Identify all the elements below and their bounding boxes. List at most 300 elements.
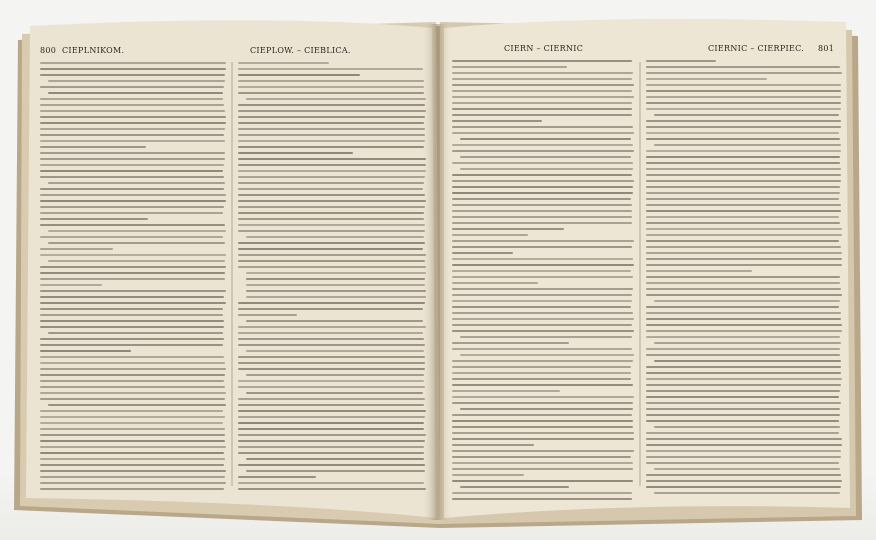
print-line (646, 222, 840, 224)
print-line (452, 252, 513, 254)
print-line (40, 296, 224, 298)
print-line (238, 266, 426, 268)
print-line (40, 218, 148, 220)
print-line (654, 468, 840, 470)
print-line (646, 198, 839, 200)
print-line (40, 362, 225, 364)
print-line (40, 464, 224, 466)
print-line (238, 116, 425, 118)
print-line (646, 78, 767, 80)
print-line (238, 410, 426, 412)
print-line (40, 170, 223, 172)
print-line (452, 396, 634, 398)
print-line (654, 426, 840, 428)
print-line (40, 440, 225, 442)
print-line (646, 486, 841, 488)
print-line (646, 294, 842, 296)
print-line (646, 258, 842, 260)
print-line (48, 332, 223, 334)
print-line (646, 102, 841, 104)
print-line (654, 492, 840, 494)
print-line (452, 462, 633, 464)
print-line (40, 176, 224, 178)
print-line (40, 302, 226, 304)
print-line (246, 470, 425, 472)
print-line (238, 362, 425, 364)
print-line (40, 446, 226, 448)
print-line (238, 68, 423, 70)
print-line (646, 192, 840, 194)
print-line (238, 380, 424, 382)
print-line (238, 230, 425, 232)
print-line (646, 168, 841, 170)
print-line (40, 374, 225, 376)
print-line (452, 66, 567, 68)
print-line (452, 144, 633, 146)
print-line (40, 338, 224, 340)
print-line (238, 170, 426, 172)
print-line (452, 306, 631, 308)
print-line (40, 278, 225, 280)
print-line (40, 476, 225, 478)
print-line (40, 458, 225, 460)
print-line (40, 350, 131, 352)
print-line (40, 320, 224, 322)
print-line (238, 386, 425, 388)
print-line (452, 264, 634, 266)
print-line (452, 456, 631, 458)
print-line (646, 348, 840, 350)
print-line (646, 264, 842, 266)
print-line (646, 336, 840, 338)
print-line (646, 66, 840, 68)
print-line (238, 260, 425, 262)
print-line (238, 344, 425, 346)
print-line (40, 74, 225, 76)
print-line (452, 114, 632, 116)
print-line (246, 278, 425, 280)
print-line (452, 348, 632, 350)
print-line (646, 126, 841, 128)
print-line (452, 84, 634, 86)
print-line (238, 452, 424, 454)
print-line (48, 80, 225, 82)
print-line (646, 228, 842, 230)
print-line (646, 204, 841, 206)
print-line (40, 110, 225, 112)
print-line (40, 188, 224, 190)
left-page-number: 800 (40, 46, 57, 55)
print-line (238, 80, 424, 82)
print-line (238, 218, 424, 220)
print-line (452, 246, 632, 248)
print-line (460, 486, 569, 488)
print-line (452, 186, 633, 188)
left-column-1 (40, 62, 226, 492)
print-line (238, 434, 426, 436)
print-line (646, 132, 839, 134)
print-line (238, 128, 425, 130)
print-line (452, 228, 564, 230)
print-line (40, 206, 224, 208)
print-line (452, 210, 632, 212)
print-line (238, 164, 426, 166)
print-line (40, 122, 226, 124)
print-line (646, 138, 840, 140)
right-header-right: CIERNIC – CIERPIEC. (708, 44, 805, 53)
print-line (238, 86, 424, 88)
print-line (654, 360, 841, 362)
print-line (452, 450, 634, 452)
print-line (238, 176, 425, 178)
print-line (646, 276, 840, 278)
print-line (646, 372, 841, 374)
print-line (452, 120, 542, 122)
print-line (238, 302, 425, 304)
print-line (40, 98, 223, 100)
print-line (238, 308, 423, 310)
print-line (452, 216, 632, 218)
print-line (452, 180, 634, 182)
print-line (238, 110, 426, 112)
print-line (238, 428, 424, 430)
print-line (40, 410, 223, 412)
print-line (238, 224, 425, 226)
print-line (238, 488, 426, 490)
print-line (646, 234, 842, 236)
print-line (238, 314, 297, 316)
print-line (40, 380, 224, 382)
print-line (246, 350, 424, 352)
print-line (40, 272, 225, 274)
print-line (40, 212, 223, 214)
print-line (238, 92, 424, 94)
print-line (40, 68, 226, 70)
print-line (452, 126, 633, 128)
print-line (452, 384, 633, 386)
print-line (452, 390, 560, 392)
print-line (40, 266, 226, 268)
print-line (646, 396, 839, 398)
print-line (246, 236, 424, 238)
print-line (452, 192, 633, 194)
print-line (238, 152, 353, 154)
print-line (238, 182, 424, 184)
print-line (654, 300, 840, 302)
print-line (40, 488, 224, 490)
print-line (452, 174, 632, 176)
print-line (646, 288, 841, 290)
print-line (646, 210, 841, 212)
print-line (238, 140, 425, 142)
print-line (646, 156, 840, 158)
print-line (646, 318, 841, 320)
print-line (452, 318, 634, 320)
print-line (40, 428, 225, 430)
print-line (238, 398, 425, 400)
print-line (646, 84, 841, 86)
print-line (452, 102, 632, 104)
print-line (646, 420, 839, 422)
print-line (646, 432, 839, 434)
print-line (452, 240, 634, 242)
print-line (452, 324, 632, 326)
print-line (238, 242, 425, 244)
print-line (40, 104, 224, 106)
print-line (646, 438, 842, 440)
left-header-left: CIEPLNIKOM. (62, 46, 125, 55)
print-line (238, 404, 424, 406)
print-line (40, 326, 224, 328)
print-line (646, 216, 839, 218)
print-line (452, 420, 633, 422)
print-line (646, 414, 840, 416)
print-line (40, 344, 223, 346)
print-line (646, 162, 840, 164)
print-line (238, 416, 425, 418)
print-line (40, 392, 226, 394)
print-line (452, 342, 569, 344)
print-line (40, 398, 225, 400)
print-line (238, 464, 425, 466)
print-line (460, 168, 633, 170)
print-line (452, 150, 634, 152)
print-line (646, 60, 716, 62)
gutter-shadow (422, 24, 452, 520)
print-line (40, 158, 225, 160)
print-line (452, 162, 633, 164)
print-line (646, 282, 840, 284)
print-line (48, 260, 225, 262)
print-line (246, 296, 426, 298)
print-line (238, 482, 424, 484)
print-line (646, 366, 841, 368)
print-line (246, 320, 423, 322)
print-line (238, 74, 360, 76)
print-line (452, 300, 632, 302)
print-line (646, 306, 839, 308)
print-line (48, 182, 225, 184)
print-line (238, 356, 425, 358)
right-header-center: CIERN – CIERNIC (504, 44, 584, 53)
print-line (646, 480, 842, 482)
print-line (40, 284, 102, 286)
print-line (452, 474, 524, 476)
print-line (452, 366, 631, 368)
print-line (646, 90, 841, 92)
print-line (452, 60, 632, 62)
print-line (238, 104, 425, 106)
print-line (40, 146, 146, 148)
print-line (452, 90, 632, 92)
print-line (646, 402, 841, 404)
print-line (646, 246, 841, 248)
print-line (40, 134, 224, 136)
print-line (238, 440, 425, 442)
print-line (646, 186, 840, 188)
print-line (40, 62, 226, 64)
print-line (40, 86, 224, 88)
print-line (452, 312, 633, 314)
print-line (40, 194, 226, 196)
print-line (238, 212, 424, 214)
print-line (40, 308, 223, 310)
print-line (452, 378, 631, 380)
print-line (646, 324, 842, 326)
right-page-number: 801 (818, 44, 835, 53)
print-line (40, 140, 225, 142)
print-line (238, 134, 425, 136)
print-line (452, 414, 632, 416)
print-line (646, 252, 842, 254)
print-line (646, 96, 841, 98)
print-line (646, 72, 842, 74)
print-line (452, 372, 631, 374)
print-line (40, 236, 223, 238)
print-line (452, 426, 633, 428)
print-line (452, 222, 632, 224)
print-line (40, 314, 223, 316)
left-column-2 (238, 62, 426, 492)
print-line (452, 258, 633, 260)
print-line (238, 122, 424, 124)
print-line (646, 444, 842, 446)
print-line (246, 290, 426, 292)
print-line (40, 452, 224, 454)
print-line (238, 476, 316, 478)
print-line (238, 248, 423, 250)
print-line (452, 204, 632, 206)
print-line (646, 378, 842, 380)
print-line (238, 446, 424, 448)
print-line (646, 108, 841, 110)
print-line (40, 248, 113, 250)
print-line (452, 432, 634, 434)
print-line (646, 174, 841, 176)
print-line (238, 188, 423, 190)
print-line (646, 390, 840, 392)
print-line (40, 482, 226, 484)
print-line (646, 354, 840, 356)
print-line (654, 144, 841, 146)
print-line (654, 342, 841, 344)
print-line (238, 194, 425, 196)
print-line (40, 224, 225, 226)
print-line (460, 354, 634, 356)
print-line (646, 408, 840, 410)
print-line (460, 156, 631, 158)
print-line (40, 128, 225, 130)
right-column-2 (646, 60, 842, 494)
print-line (246, 98, 426, 100)
print-line (646, 270, 752, 272)
print-line (452, 498, 632, 500)
print-line (238, 368, 425, 370)
print-line (40, 164, 224, 166)
print-line (48, 404, 226, 406)
print-line (646, 456, 841, 458)
print-line (452, 96, 634, 98)
print-line (646, 180, 841, 182)
print-line (646, 474, 841, 476)
print-line (452, 492, 632, 494)
print-line (646, 120, 841, 122)
print-line (452, 294, 632, 296)
print-line (246, 458, 424, 460)
print-line (48, 242, 225, 244)
print-line (452, 108, 632, 110)
print-line (452, 438, 634, 440)
print-line (452, 402, 633, 404)
print-line (238, 338, 424, 340)
print-line (40, 356, 224, 358)
print-line (460, 408, 633, 410)
print-line (452, 360, 633, 362)
print-line (452, 234, 528, 236)
print-line (40, 368, 226, 370)
left-header-center: CIEPLOW. – CIEBLICA. (250, 46, 351, 55)
print-line (460, 336, 632, 338)
print-line (452, 198, 631, 200)
print-line (246, 284, 425, 286)
print-line (646, 330, 842, 332)
print-line (40, 416, 225, 418)
print-line (40, 422, 223, 424)
print-line (40, 470, 226, 472)
print-line (238, 146, 424, 148)
print-line (452, 282, 538, 284)
print-line (646, 240, 839, 242)
print-line (452, 72, 633, 74)
print-line (646, 450, 841, 452)
print-line (646, 312, 841, 314)
print-line (40, 254, 226, 256)
print-line (646, 462, 839, 464)
print-line (246, 392, 423, 394)
print-line (40, 116, 226, 118)
print-line (238, 254, 426, 256)
print-line (460, 138, 631, 140)
print-line (646, 384, 841, 386)
print-line (452, 276, 633, 278)
print-line (40, 386, 225, 388)
print-line (452, 132, 634, 134)
print-line (452, 468, 633, 470)
print-line (238, 62, 329, 64)
print-line (238, 158, 426, 160)
print-line (452, 444, 534, 446)
print-line (40, 434, 225, 436)
print-line (646, 150, 841, 152)
print-line (246, 374, 424, 376)
print-line (246, 272, 426, 274)
print-line (452, 288, 633, 290)
print-line (238, 332, 423, 334)
print-line (452, 480, 633, 482)
print-line (452, 78, 632, 80)
print-line (238, 422, 424, 424)
print-line (40, 152, 225, 154)
print-line (48, 92, 223, 94)
right-column-1 (452, 60, 634, 500)
print-line (452, 330, 634, 332)
print-line (654, 114, 839, 116)
print-line (238, 200, 426, 202)
print-line (40, 200, 226, 202)
print-line (452, 270, 631, 272)
print-line (238, 206, 425, 208)
print-line (238, 326, 426, 328)
